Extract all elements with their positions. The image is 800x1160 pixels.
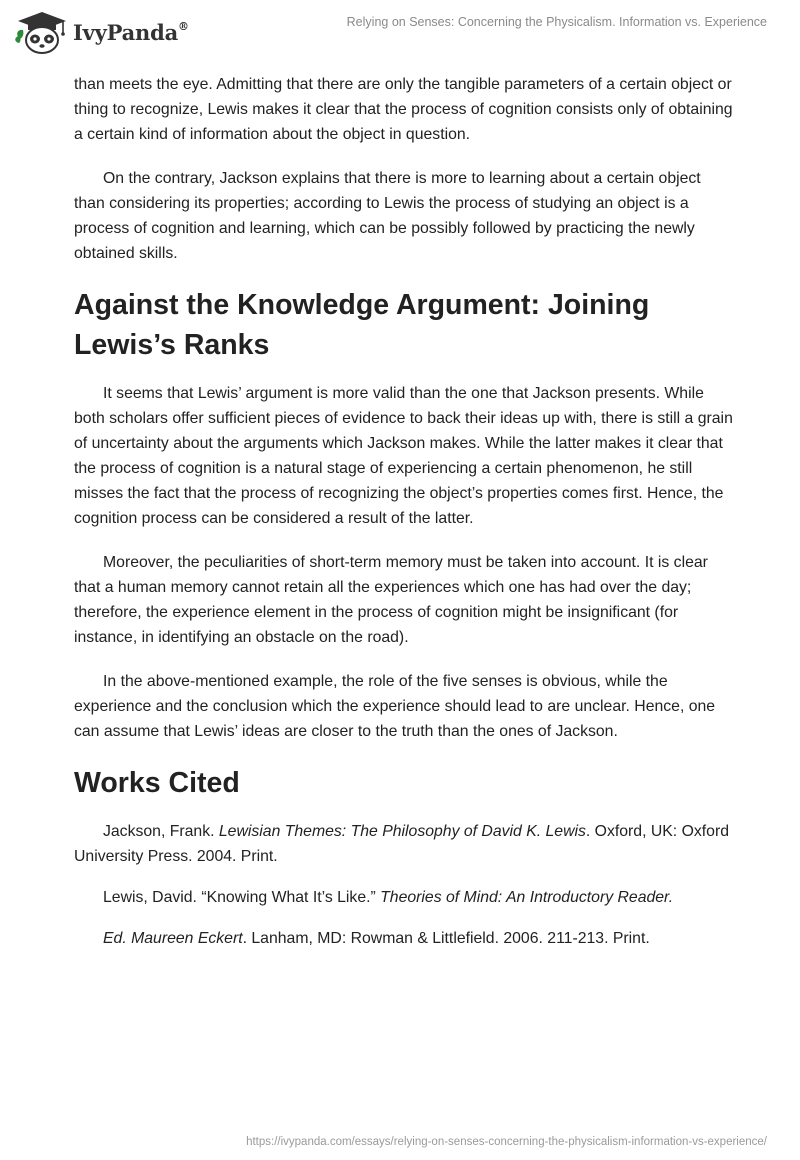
page-header bbox=[0, 0, 800, 60]
paragraph: It seems that Lewis’ argument is more valid than the one that Jackson presents. While both scholars offer sufficient pieces of evidence to back their ideas up with, there is still a grain of uncertainty about the arguments which Jackson makes. While the latter makes it clear that the process of cognition is a natural stage of experiencing a certain phenomenon, he still misses the fact that the process of recognizing the object’s properties comes first. Hence, the cognition process can be considered a result of the latter. bbox=[74, 385, 733, 527]
ivypanda-logo[interactable] bbox=[14, 9, 189, 55]
paragraph: Moreover, the peculiarities of short-term memory must be taken into account. It is clear that a human memory cannot retain all the experiences which one has had over the day; therefore, the experience element in the process of cognition might be insignificant (for instance, in identifying an obstacle on the road). bbox=[74, 554, 708, 646]
section-heading-against: Against the Knowledge Argument: Joining Lewis’s Ranks bbox=[74, 289, 650, 361]
document-title: Relying on Senses: Concerning the Physicalism. Information vs. Experience bbox=[346, 15, 767, 29]
paragraph: On the contrary, Jackson explains that there is more to learning about a certain object than considering its properties; according to Lewis the process of studying an object is a process of cognition and learning, which can be possibly followed by practicing the newly obtained skills. bbox=[74, 170, 701, 262]
paragraph-continued: than meets the eye. Admitting that there are only the tangible parameters of a certain object or thing to recognize, Lewis makes it clear that the process of cognition consists only of obtaining a certain kind of information about the object in question. bbox=[74, 76, 733, 143]
section-heading-works-cited: Works Cited bbox=[74, 767, 240, 799]
citation-lewis: Lewis, David. “Knowing What It’s Like.” Theories of Mind: An Introductory Reader. bbox=[103, 889, 674, 906]
citation-jackson: Jackson, Frank. Lewisian Themes: The Philosophy of David K. Lewis. Oxford, UK: Oxford University Press. 2004. Print. bbox=[74, 823, 729, 865]
panda-graduate-icon bbox=[14, 9, 70, 55]
paragraph: In the above-mentioned example, the role of the five senses is obvious, while the experience and the conclusion which the experience should lead to are unclear. Hence, one can assume that Lewis’ ideas are closer to the truth than the ones of Jackson. bbox=[74, 673, 716, 740]
citation-lewis-continued: Ed. Maureen Eckert. Lanham, MD: Rowman & Littlefield. 2006. 211-213. Print. bbox=[103, 930, 650, 947]
essay-content bbox=[74, 72, 734, 967]
source-url[interactable]: https://ivypanda.com/essays/relying-on-senses-concerning-the-physicalism-information-vs-experience/ bbox=[246, 1136, 767, 1148]
logo-wordmark: IvyPanda® bbox=[73, 19, 189, 45]
